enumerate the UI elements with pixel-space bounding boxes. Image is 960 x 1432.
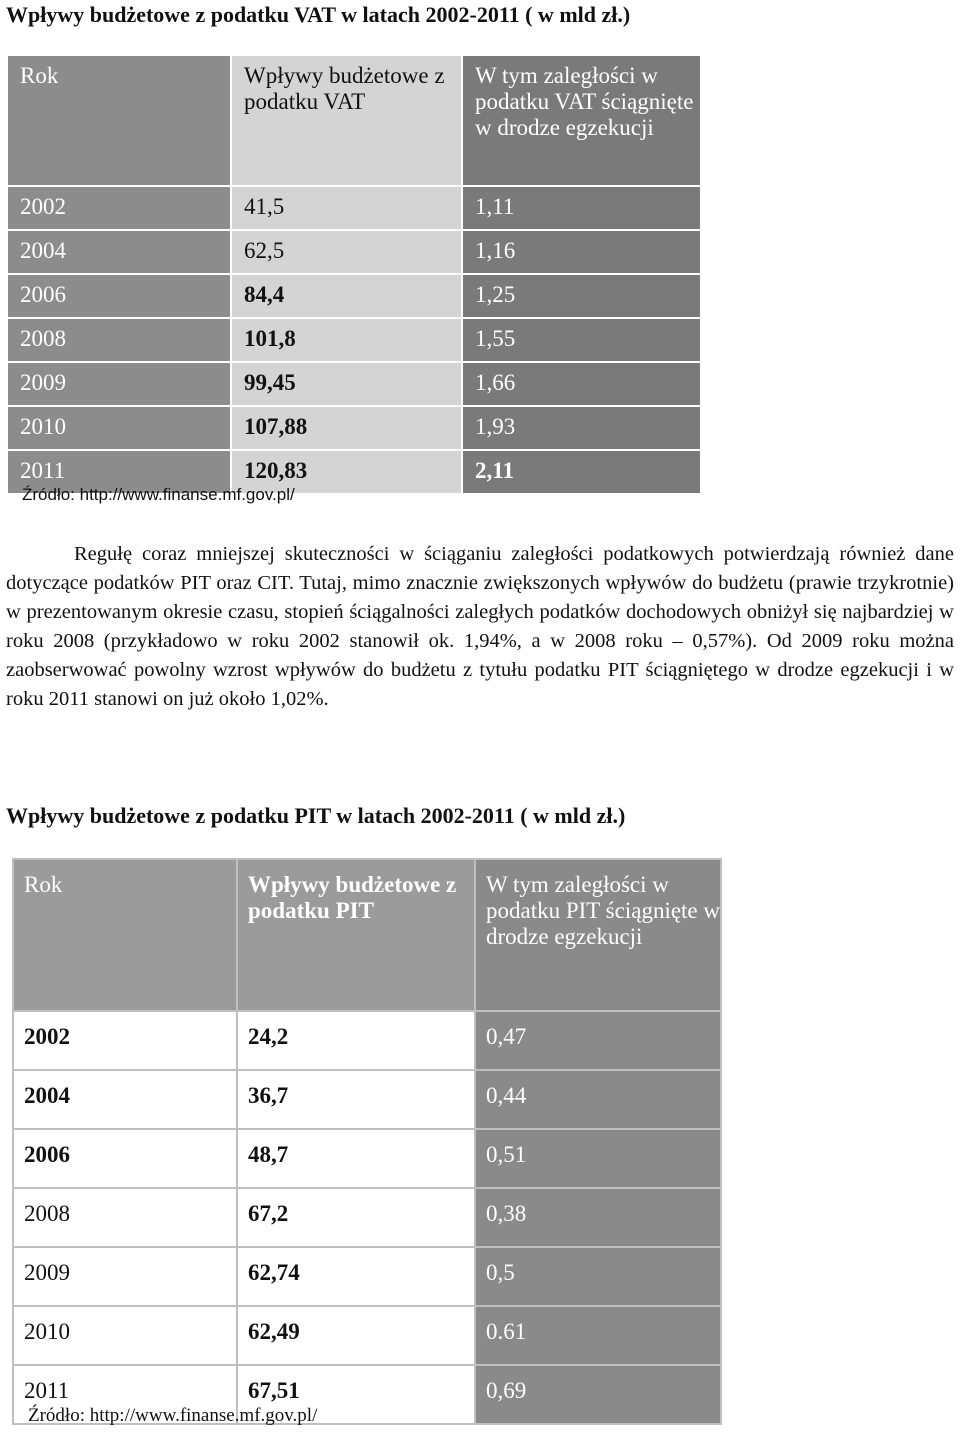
header-zaleglosci: W tym zaległości w podatku PIT ściągnięte w drodze egzekucji [475,859,721,1011]
table-row [7,186,701,230]
revenue-cell: 99,45 [231,362,462,406]
table-row [13,1247,721,1306]
arrears-cell: 1,25 [462,274,701,318]
table-header-row [7,55,701,186]
arrears-cell: 0,69 [475,1365,721,1424]
revenue-cell: 67,51 [237,1365,475,1424]
arrears-cell: 1,55 [462,318,701,362]
arrears-cell: 1,16 [462,230,701,274]
arrears-cell: 0,47 [475,1011,721,1070]
year-cell: 2010 [13,1306,237,1365]
arrears-cell: 0,44 [475,1070,721,1129]
revenue-cell: 101,8 [231,318,462,362]
arrears-cell: 0,38 [475,1188,721,1247]
pit-table [12,858,722,1425]
revenue-cell: 48,7 [237,1129,475,1188]
vat-table [6,54,702,495]
body-paragraph: Regułę coraz mniejszej skuteczności w ściąganiu zaległości podatkowych potwierdzają również dane dotyczące podatków PIT oraz CIT. Tutaj, mimo znacznie zwiększonych wpływów do budżetu (prawie trzykrotnie) w prezentowanym okresie czasu, stopień ściągalności zaległych podatków dochodowych obniżył się najbardziej w roku 2008 (przykładowo w roku 2002 stanowił ok. 1,94%, a w 2008 roku – 0,57%). Od 2009 roku można zaobserwować powolny wzrost wpływów do budżetu z tytułu podatku PIT ściągniętego w drodze egzekucji i w roku 2011 stanowi on już około 1,02%. [6,543,954,710]
table-row [13,1188,721,1247]
arrears-cell: 2,11 [462,450,701,494]
table-row [13,1129,721,1188]
revenue-cell: 41,5 [231,186,462,230]
revenue-cell: 67,2 [237,1188,475,1247]
revenue-cell: 62,5 [231,230,462,274]
year-cell: 2009 [13,1247,237,1306]
table-row [13,1306,721,1365]
year-cell: 2002 [13,1011,237,1070]
revenue-cell: 24,2 [237,1011,475,1070]
arrears-cell: 1,11 [462,186,701,230]
revenue-cell: 36,7 [237,1070,475,1129]
table-row [7,362,701,406]
arrears-cell: 1,66 [462,362,701,406]
header-zaleglosci: W tym zaległości w podatku VAT ściągnięte w drodze egzekucji [462,55,701,186]
revenue-cell: 62,74 [237,1247,475,1306]
year-cell: 2004 [7,230,231,274]
arrears-cell: 0,5 [475,1247,721,1306]
table-row [7,406,701,450]
vat-source-note: Źródło: http://www.finanse.mf.gov.pl/ [22,485,295,504]
year-cell: 2011 [7,450,231,494]
year-cell: 2008 [13,1188,237,1247]
pit-source-note: Źródło: http://www.finanse.mf.gov.pl/ [28,1405,318,1426]
year-cell: 2008 [7,318,231,362]
header-wplywy: Wpływy budżetowe z podatku PIT [237,859,475,1011]
revenue-cell: 62,49 [237,1306,475,1365]
vat-table-title: Wpływy budżetowe z podatku VAT w latach 2002-2011 ( w mld zł.) [6,2,631,27]
header-rok: Rok [13,859,237,1011]
table-row [13,1070,721,1129]
year-cell: 2011 [13,1365,237,1424]
pit-table-title: Wpływy budżetowe z podatku PIT w latach 2002-2011 ( w mld zł.) [6,803,626,828]
table-row [7,318,701,362]
year-cell: 2002 [7,186,231,230]
year-cell: 2006 [7,274,231,318]
revenue-cell: 120,83 [231,450,462,494]
revenue-cell: 84,4 [231,274,462,318]
table-row [7,230,701,274]
arrears-cell: 1,93 [462,406,701,450]
revenue-cell: 107,88 [231,406,462,450]
header-rok: Rok [7,55,231,186]
year-cell: 2006 [13,1129,237,1188]
table-row [7,274,701,318]
arrears-cell: 0,51 [475,1129,721,1188]
year-cell: 2010 [7,406,231,450]
year-cell: 2004 [13,1070,237,1129]
table-row [13,1011,721,1070]
arrears-cell: 0.61 [475,1306,721,1365]
header-wplywy: Wpływy budżetowe z podatku VAT [231,55,462,186]
table-header-row [13,859,721,1011]
year-cell: 2009 [7,362,231,406]
